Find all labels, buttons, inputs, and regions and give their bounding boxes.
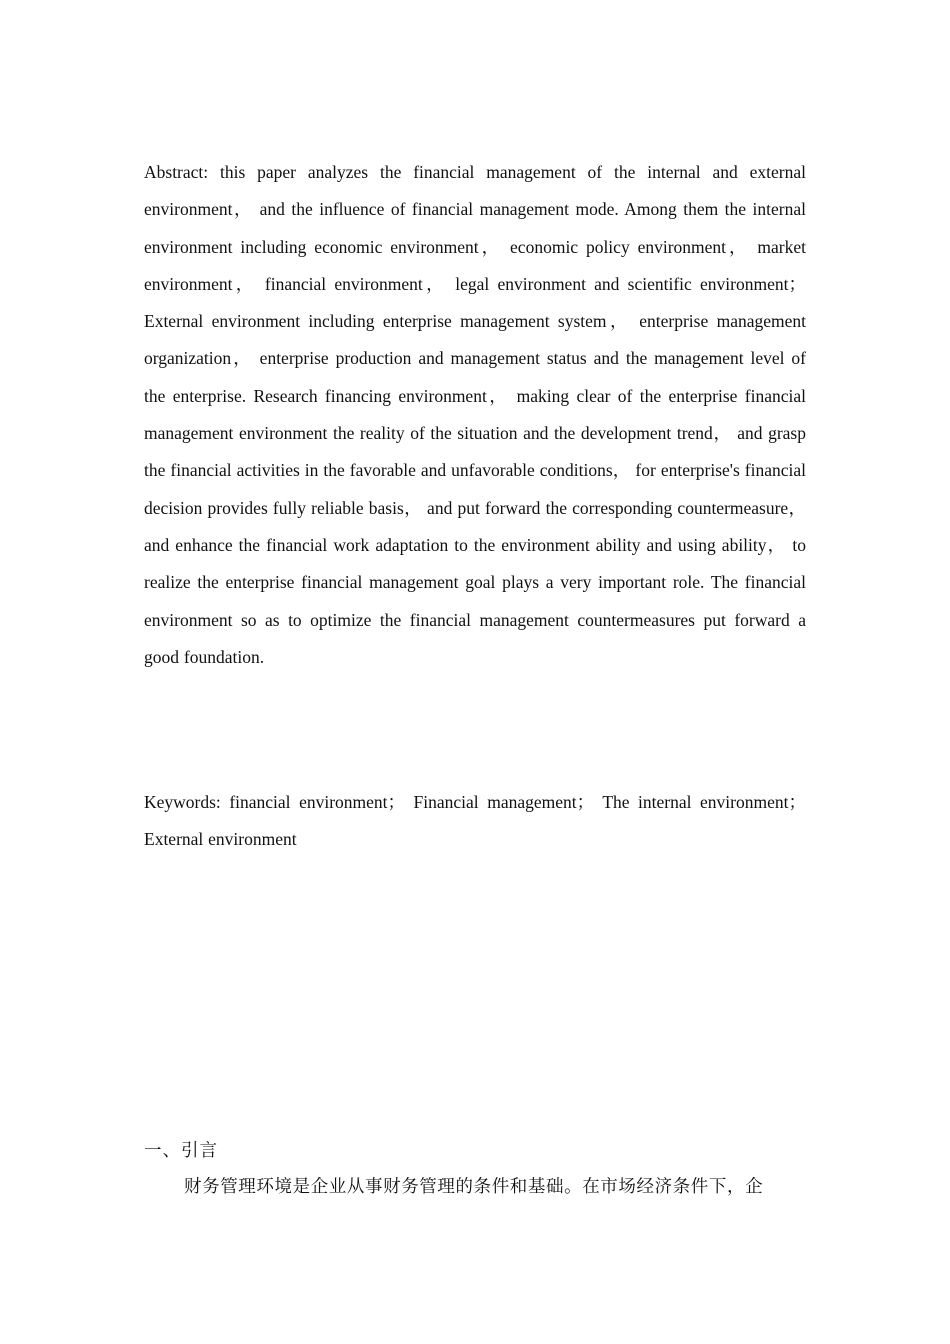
section-body-text: 财务管理环境是企业从事财务管理的条件和基础。在市场经济条件下，企 [184,1176,764,1196]
section-heading: 一、引言 [144,1140,218,1160]
abstract-paragraph: Abstract: this paper analyzes the financial management of the internal and external environment， and the influence of financial management mode. Among them the internal environment including economic environment， economic policy environment， market environment， financial environment， legal environment and scientific environment； External environment including enterprise management system， enterprise management organization， enterprise production and management status and the management level of the enterprise. Research financing environment， making clear of the enterprise financial management environment the reality of the situation and the development trend， and grasp the financial activities in the favorable and unfavorable conditions， for enterprise's financial decision provides fully reliable basis， and put forward the corresponding countermeasure， and enhance the financial work adaptation to the environment ability and using ability， to realize the enterprise financial management goal plays a very important role. The financial environment so as to optimize the financial management countermeasures put forward a good foundation. [144,162,806,667]
keywords-paragraph: Keywords: financial environment； Financial management； The internal environment； External environment [144,792,806,850]
